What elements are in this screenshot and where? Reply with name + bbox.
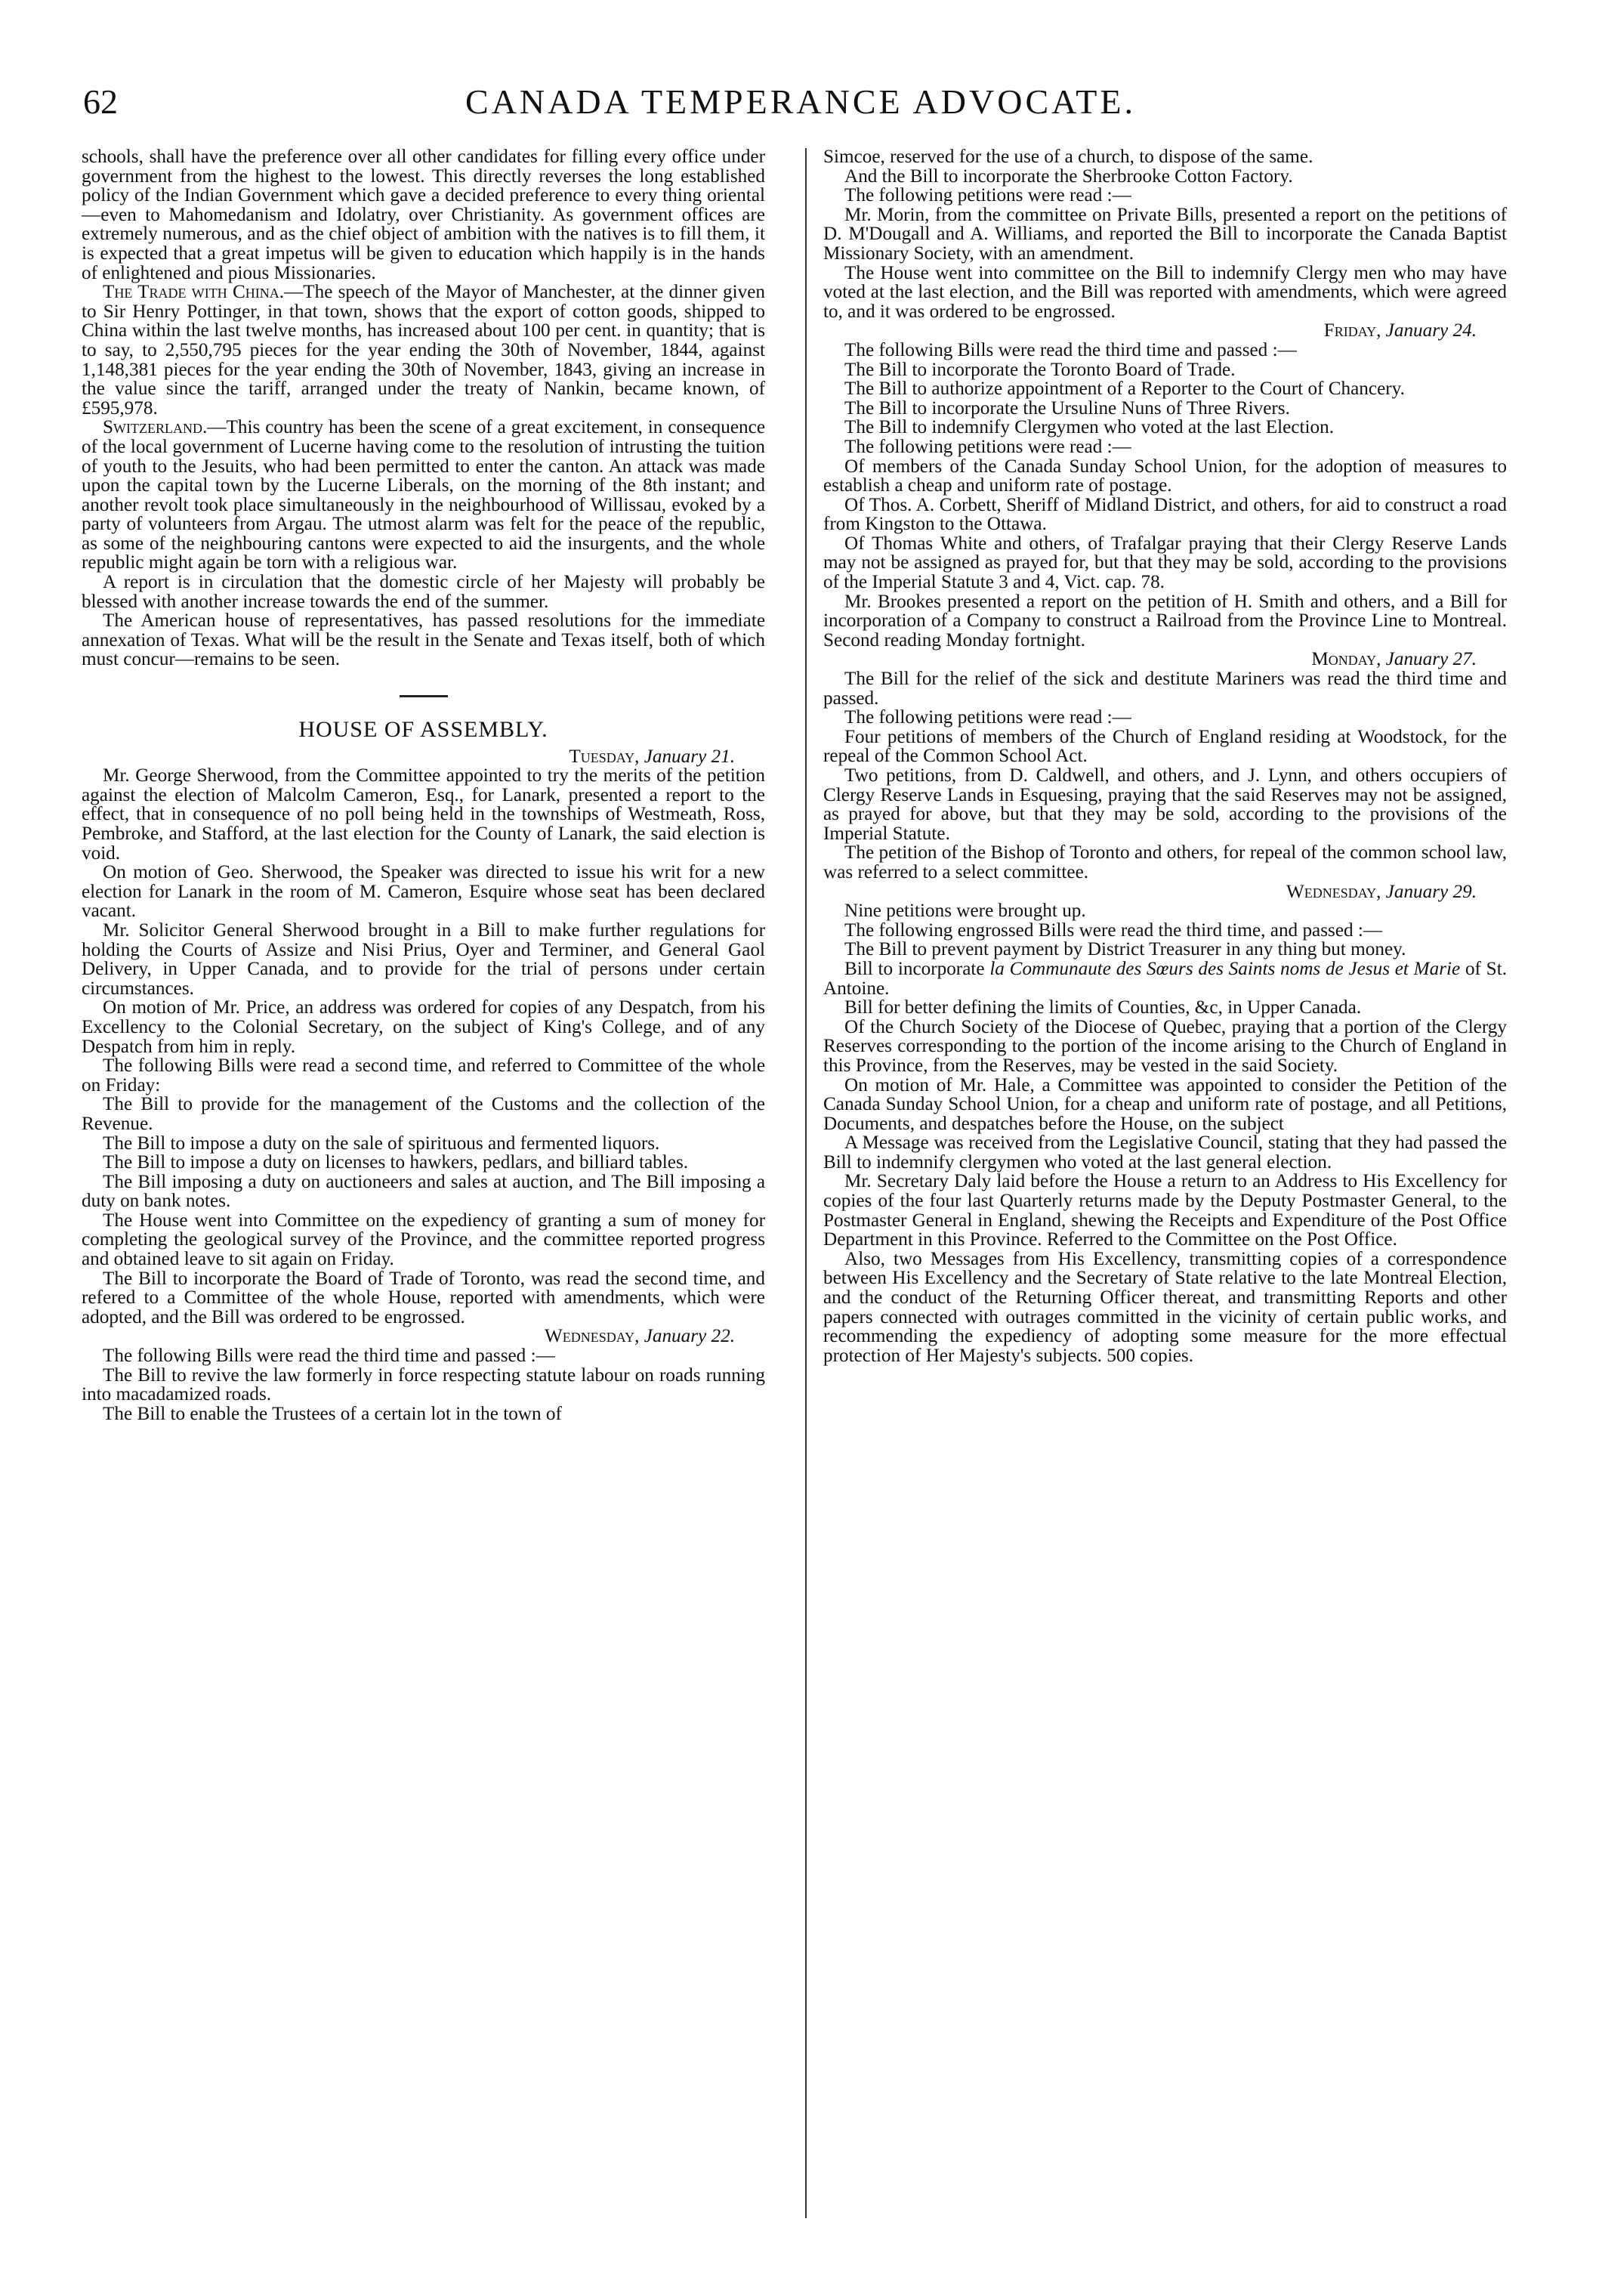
paragraph: Of Thomas White and others, of Trafalgar praying that their Clergy Reserve Lands may not be assigned as prayed for, but that they may be sold, according to the provisions of the Imperial Statute 3 and 4, Vict. cap. 78. xyxy=(823,533,1507,593)
paragraph xyxy=(823,959,1507,998)
paragraph: The Bill to indemnify Clergymen who voted at the last Election. xyxy=(844,417,1334,438)
paragraph: Of Thos. A. Corbett, Sheriff of Midland District, and others, for aid to construct a road from Kingston to the Ottawa. xyxy=(823,494,1507,535)
paragraph: The Bill to prevent payment by District Treasurer in any thing but money. xyxy=(844,939,1406,960)
paragraph: The Bill to incorporate the Ursuline Nuns of Three Rivers. xyxy=(844,397,1290,419)
paragraph: The Bill to incorporate the Board of Trade of Toronto, was read the second time, and refered to a Committee of the whole House, reported with amendments, which were adopted, and the Bill was ordered to be engrossed. xyxy=(82,1268,765,1327)
paragraph: The House went into committee on the Bill to indemnify Clergy men who may have voted at the last election, and the Bill was reported with amendments, which were agreed to, and it was ordered to be engrossed. xyxy=(823,262,1507,322)
paragraph: The Bill imposing a duty on auctioneers and sales at auction, and The Bill imposing a duty on bank notes. xyxy=(82,1171,765,1212)
paragraph: The following Bills were read the third time and passed :— xyxy=(844,339,1297,360)
paragraph: The Bill for the relief of the sick and destitute Mariners was read the third time and passed. xyxy=(823,669,1507,709)
paragraph xyxy=(82,418,765,573)
paragraph: Mr. George Sherwood, from the Committee appointed to try the merits of the petition against the election of Malcolm Cameron, Esq., for Lanark, presented a report to the effect, that in consequence of no poll being held in the townships of Westmeath, Ross, Pembroke, and Stafford, at the last election for the County of Lanark, the said election is void. xyxy=(82,765,765,864)
paragraph: The House went into Committee on the expediency of granting a sum of money for completing the geological survey of the Province, and the committee reported progress and obtained leave to sit again on Friday. xyxy=(82,1210,765,1270)
paragraph: The following Bills were read the third time and passed :— xyxy=(103,1346,555,1367)
paragraph: Also, two Messages from His Excellency, transmitting copies of a correspondence between His Excellency and the Secretary of State relative to the late Montreal Election, and the conduct of the Returning Officer thereat, and transmitting Reports and other papers connected with outrages committed in the vicinity of certain public works, and recommending the expediency of adopting some measure for the more effectual protection of Her Majesty's subjects. 500 copies. xyxy=(823,1248,1507,1366)
paragraph: The Bill to enable the Trustees of a certain lot in the town of xyxy=(103,1403,562,1424)
paragraph: The following engrossed Bills were read the third time, and passed :— xyxy=(844,919,1383,941)
date-day: Monday, xyxy=(1311,649,1381,670)
paragraph: A Message was received from the Legislative Council, stating that they had passed the Bill to indemnify clergymen who voted at the last general election. xyxy=(823,1133,1507,1173)
paragraph: Mr. Brookes presented a report on the petition of H. Smith and others, and a Bill for incorporation of a Company to construct a Railroad from the Province Line to Montreal. Second reading Monday fortnight. xyxy=(823,591,1507,650)
date-day: Tuesday, xyxy=(569,746,640,767)
paragraph: The Bill to impose a duty on the sale of spirituous and fermented liquors. xyxy=(103,1133,660,1154)
paragraph: Of members of the Canada Sunday School Union, for the adoption of measures to establish a cheap and uniform rate of postage. xyxy=(823,456,1507,496)
date-heading xyxy=(82,1327,765,1346)
paragraph xyxy=(82,283,765,418)
column-divider xyxy=(805,148,807,2218)
left-column xyxy=(82,147,765,1423)
date-day: Friday, xyxy=(1323,320,1381,341)
paragraph: The American house of representatives, has passed resolutions for the immediate annexation of Texas. What will be the result in the Senate and Texas itself, both of which must concur—remains to be seen. xyxy=(82,610,765,670)
paragraph: The Bill to impose a duty on licenses to hawkers, pedlars, and billiard tables. xyxy=(103,1152,689,1173)
date-text: January 21. xyxy=(644,746,735,767)
paragraph: Mr. Secretary Daly laid before the House a return to an Address to His Excellency for copies of the four last Quarterly returns made by the Deputy Postmaster General, to the Postmaster General in England, shewing the Receipts and Expenditure of the Post Office Department in this Province. Referred to the Committee on the Post Office. xyxy=(823,1171,1507,1250)
running-title: CANADA TEMPERANCE ADVOCATE. xyxy=(465,82,1136,121)
date-heading xyxy=(823,650,1507,669)
paragraph: Of the Church Society of the Diocese of Quebec, praying that a portion of the Clergy Reserves corresponding to the portion of the income arising to the Church of England in this Province, from the Reserves, may be vested in the said Society. xyxy=(823,1016,1507,1076)
paragraph: Simcoe, reserved for the use of a church, to dispose of the same. xyxy=(823,147,1313,167)
date-text: January 27. xyxy=(1385,649,1477,670)
paragraph-text: of St. Antoine. xyxy=(823,958,1507,999)
date-heading xyxy=(82,747,765,767)
paragraph: Mr. Solicitor General Sherwood brought in a Bill to make further regulations for holding the Courts of Assize and Nisi Prius, Oyer and Terminer, and General Gaol Delivery, in Upper Canada, and to provide for the trial of persons under certain circumstances. xyxy=(82,919,765,999)
paragraph: Bill for better defining the limits of Counties, &c, in Upper Canada. xyxy=(844,997,1362,1018)
right-column xyxy=(823,147,1507,1365)
date-day: Wednesday, xyxy=(544,1326,640,1347)
paragraph-lead: The Trade with China. xyxy=(103,282,285,303)
paragraph: Mr. Morin, from the committee on Private Bills, presented a report on the petitions of D. M'Dougall and A. Williams, and reported the Bill to incorporate the Canada Baptist Missionary Society, with an amendment. xyxy=(823,204,1507,264)
section-title: HOUSE OF ASSEMBLY. xyxy=(298,717,548,743)
paragraph: The Bill to revive the law formerly in force respecting statute labour on roads running into macadamized roads. xyxy=(82,1364,765,1405)
date-heading xyxy=(823,882,1507,902)
paragraph: The petition of the Bishop of Toronto and others, for repeal of the common school law, was referred to a select committee. xyxy=(823,842,1507,882)
paragraph: The following petitions were read :— xyxy=(844,185,1131,206)
paragraph-text: —The speech of the Mayor of Manchester, at the dinner given to Sir Henry Pottinger, in that town, shows that the export of cotton goods, shipped to China within the last twelve months, has increased about 100 per cent. in quantity; that is to say, to 2,550,795 pieces for the year ending the 30th of November, 1844, against 1,148,381 pieces for the year ending the 30th of November, 1843, giving an increase in the value since the tariff, arranged under the treaty of Nankin, became known, of £595,978. xyxy=(82,282,765,419)
paragraph: The Bill to authorize appointment of a Reporter to the Court of Chancery. xyxy=(844,379,1405,400)
paragraph-text: —This country has been the scene of a great excitement, in consequence of the local government of Lucerne having come to the resolution of intrusting the tuition of youth to the Jesuits, who had been permitted to enter the canton. An attack was made upon the capital town by the Lucerne Liberals, on the morning of the 8th instant; and another revolt took place simultaneously in the neighbourhood of Willissau, evoked by a party of volunteers from Argau. The utmost alarm was felt for the peace of the republic, as some of the neighbouring cantons were expected to aid the insurgents, and the whole republic might again be torn with a religious war. xyxy=(82,417,765,573)
paragraph-text: Bill to incorporate xyxy=(844,958,990,979)
paragraph-italic: la Communaute des Sœurs des Saints noms de Jesus et Marie xyxy=(989,958,1461,979)
paragraph: The Bill to provide for the management of the Customs and the collection of the Revenue. xyxy=(82,1094,765,1134)
paragraph: The following petitions were read :— xyxy=(844,436,1131,457)
date-text: January 24. xyxy=(1385,320,1477,341)
date-day: Wednesday, xyxy=(1286,881,1381,902)
paragraph: schools, shall have the preference over all other candidates for filling every office under government from the highest to the lowest. This directly reverses the long established policy of the Indian Government which gave a decided preference to every thing oriental—even to Mahomedanism and Idolatry, over Christianity. As government offices are extremely numerous, and as the chief object of ambition with the natives is to fill them, it is expected that a great impetus will be given to education which happily is in the hands of enlightened and pious Missionaries. xyxy=(82,147,765,283)
paragraph: And the Bill to incorporate the Sherbrooke Cotton Factory. xyxy=(844,165,1293,187)
date-text: January 29. xyxy=(1385,881,1477,902)
paragraph: The Bill to incorporate the Toronto Board of Trade. xyxy=(844,359,1236,380)
date-text: January 22. xyxy=(644,1326,735,1347)
paragraph: Two petitions, from D. Caldwell, and others, and J. Lynn, and others occupiers of Clergy Reserve Lands in Esquesing, praying that the said Reserves may not be assigned, as prayed for above, but that they may be sold, according to the provisions of the Imperial Statute. xyxy=(823,765,1507,844)
paragraph: On motion of Geo. Sherwood, the Speaker was directed to issue his writ for a new election for Lanark in the room of M. Cameron, Esquire whose seat has been declared vacant. xyxy=(82,862,765,922)
paragraph: A report is in circulation that the domestic circle of her Majesty will probably be blessed with another increase towards the end of the summer. xyxy=(82,572,765,612)
paragraph-lead: Switzerland. xyxy=(103,417,208,438)
paragraph: On motion of Mr. Price, an address was ordered for copies of any Despatch, from his Excellency to the Colonial Secretary, on the subject of King's College, and of any Despatch from him in reply. xyxy=(82,997,765,1057)
date-heading xyxy=(823,321,1507,341)
paragraph: On motion of Mr. Hale, a Committee was appointed to consider the Petition of the Canada Sunday School Union, for a cheap and uniform rate of postage, and all Petitions, Documents, and despatches before the House, on the subject xyxy=(823,1074,1507,1134)
paragraph: The following petitions were read :— xyxy=(844,707,1131,728)
paragraph: The following Bills were read a second time, and referred to Committee of the whole on Friday: xyxy=(82,1055,765,1095)
page-header xyxy=(76,82,1526,130)
page-number: 62 xyxy=(83,82,118,121)
section-divider xyxy=(400,695,448,697)
paragraph: Four petitions of members of the Church of England residing at Woodstock, for the repeal of the Common School Act. xyxy=(823,726,1507,767)
paragraph: Nine petitions were brought up. xyxy=(844,901,1086,922)
